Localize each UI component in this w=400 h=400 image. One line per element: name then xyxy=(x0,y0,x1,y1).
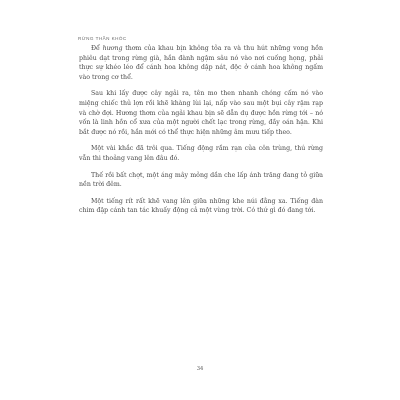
running-header-title: RỪNG THẦN KHÓC xyxy=(78,36,127,41)
body-text xyxy=(79,44,323,223)
page-number: 34 xyxy=(196,366,204,372)
paragraph-1-lead: Để xyxy=(91,45,103,52)
paragraph-1-italic-word: hương xyxy=(102,45,123,52)
paragraph-3: Một vài khắc đã trôi qua. Tiếng động rầm rạn của côn trùng, thú rừng vẫn thi thoảng vang lên đâu đó. xyxy=(79,145,323,162)
paragraph-1-rest: thơm của khau bịn không tỏa ra và thu hút những vong hồn phiêu dạt trong rừng già, hắn đành ngậm sâu nó vào nơi cuống họng, phải thực sự khéo léo để cánh hoa không dập nát, độc ở cánh hoa không ngấm vào trong cơ thể. xyxy=(79,45,323,81)
paragraph-5: Một tiếng rít rất khẽ vang lên giữa những khe núi đằng xa. Tiếng đàn chim đập cánh tan tác khuấy động cả một vùng trời. Có thứ gì đó đang tới. xyxy=(79,197,323,215)
paragraph-2: Sau khi lấy được cây ngải ra, tên mo then nhanh chóng cấm nó vào miệng chiếc thủ lợn rồi khẽ khàng lùi lại, nấp vào sau một bụi cây rậm rạp và chờ đợi. Hương thơm của ngải khau bịn sẽ dẫn dụ được hồn rừng tới – nó vốn là linh hồn cổ xưa của một người chết lạc trong rừng, đầy oán hận. Khi bắt được nó rồi, hắn mới có thể thực hiện những âm mưu tiếp theo. xyxy=(79,90,323,136)
paragraph-4: Thế rồi bất chợt, một áng mây mỏng dần che lấp ánh trăng đang tỏ giữa nền trời đêm. xyxy=(79,171,323,189)
paragraph-1 xyxy=(79,44,323,82)
